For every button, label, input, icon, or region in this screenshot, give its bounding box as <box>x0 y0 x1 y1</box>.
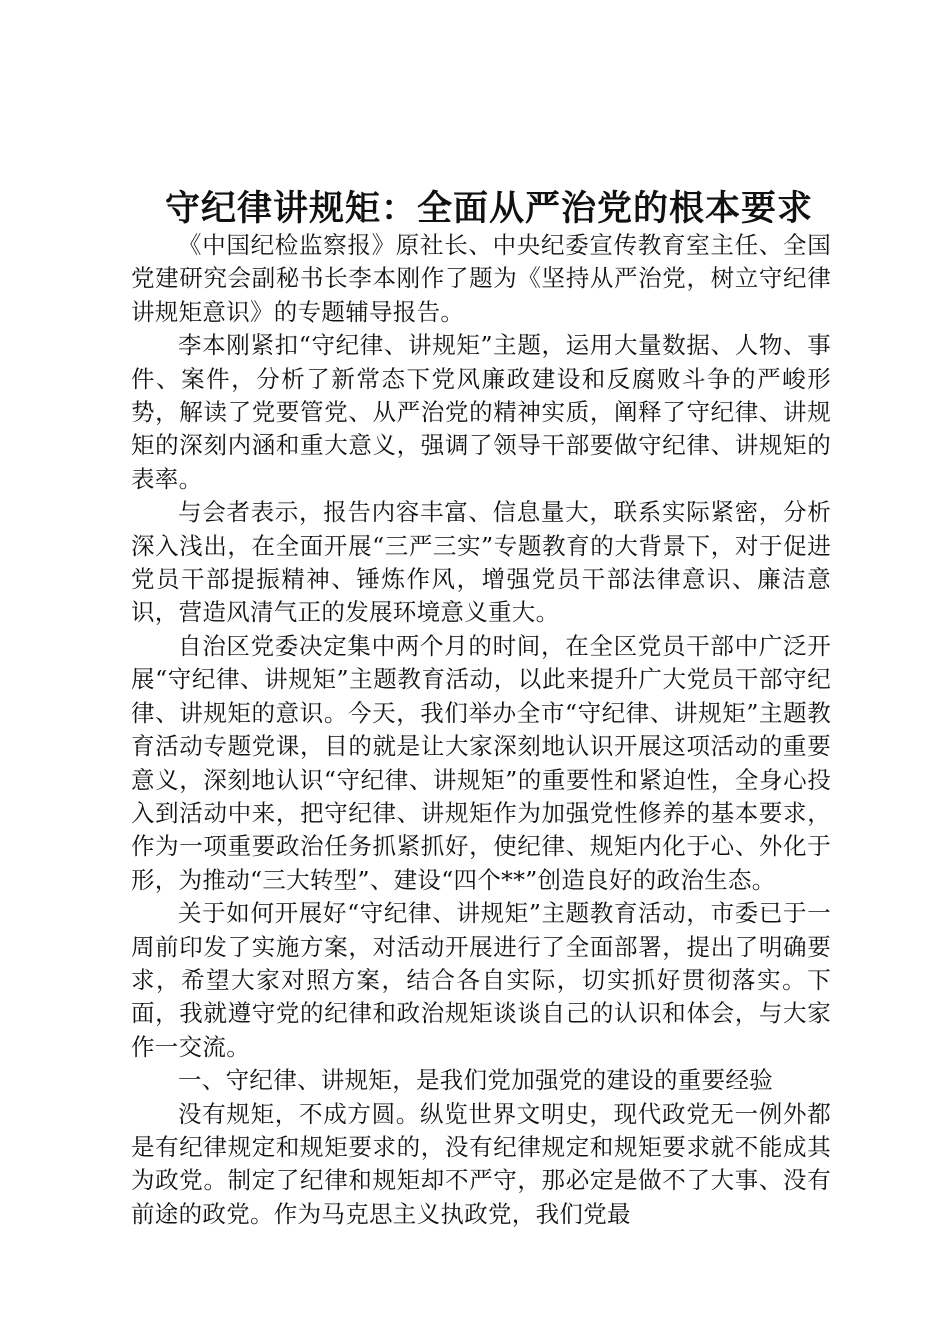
paragraph: 与会者表示，报告内容丰富、信息量大，联系实际紧密，分析深入浅出，在全面开展“三严三实”专题教育的大背景下，对于促进党员干部提振精神、锤炼作风，增强党员干部法律意识、廉洁意识，营造风清气正的发展环境意义重大。 <box>131 498 831 627</box>
paragraph: 自治区党委决定集中两个月的时间，在全区党员干部中广泛开展“守纪律、讲规矩”主题教育活动，以此来提升广大党员干部守纪律、讲规矩的意识。今天，我们举办全市“守纪律、讲规矩”主题教育活动专题党课，目的就是让大家深刻地认识开展这项活动的重要意义，深刻地认识“守纪律、讲规矩”的重要性和紧迫性，全身心投入到活动中来，把守纪律、讲规矩作为加强党性修养的基本要求，作为一项重要政治任务抓紧抓好，使纪律、规矩内化于心、外化于形，为推动“三大转型”、建设“四个**”创造良好的政治生态。 <box>131 631 831 894</box>
paragraph: 《中国纪检监察报》原社长、中央纪委宣传教育室主任、全国党建研究会副秘书长李本刚作了题为《坚持从严治党，树立守纪律讲规矩意识》的专题辅导报告。 <box>131 231 831 326</box>
section-heading: 一、守纪律、讲规矩，是我们党加强党的建设的重要经验 <box>178 1066 773 1095</box>
document-title: 守纪律讲规矩：全面从严治党的根本要求 <box>165 189 814 229</box>
paragraph: 关于如何开展好“守纪律、讲规矩”主题教育活动，市委已于一周前印发了实施方案，对活动开展进行了全面部署，提出了明确要求，希望大家对照方案，结合各自实际，切实抓好贯彻落实。下面，我就遵守党的纪律和政治规矩谈谈自己的认识和体会，与大家作一交流。 <box>131 899 831 1061</box>
paragraph: 没有规矩，不成方圆。纵览世界文明史，现代政党无一例外都是有纪律规定和规矩要求的，没有纪律规定和规矩要求就不能成其为政党。制定了纪律和规矩却不严守，那必定是做不了大事、没有前途的政党。作为马克思主义执政党，我们党最 <box>131 1099 831 1228</box>
document-page <box>131 184 831 1231</box>
paragraph: 李本刚紧扣“守纪律、讲规矩”主题，运用大量数据、人物、事件、案件，分析了新常态下党风廉政建设和反腐败斗争的严峻形势，解读了党要管党、从严治党的精神实质，阐释了守纪律、讲规矩的深刻内涵和重大意义，强调了领导干部要做守纪律、讲规矩的表率。 <box>131 331 831 493</box>
